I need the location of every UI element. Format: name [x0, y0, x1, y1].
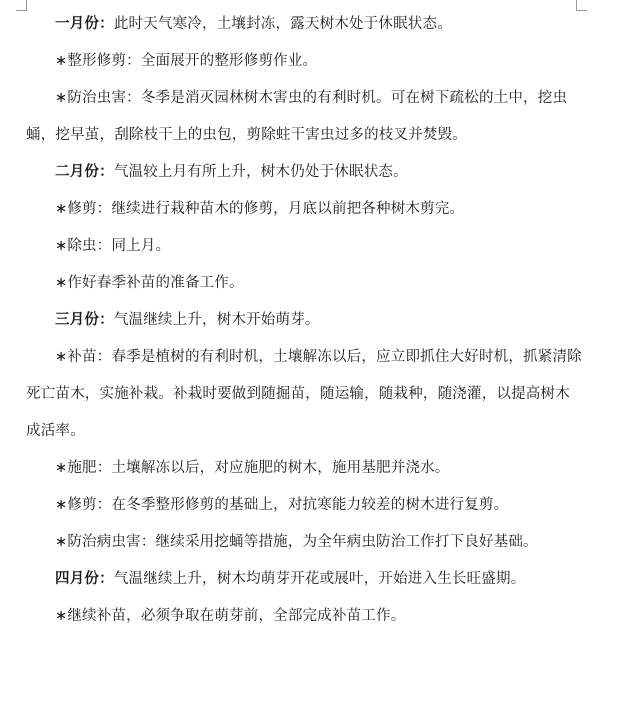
month-label-april: 四月份： — [55, 571, 114, 587]
list-item: ∗防治病虫害：继续采用挖蛹等措施，为全年病虫防治工作打下良好基础。 — [55, 534, 538, 550]
month-paragraph-february — [26, 154, 582, 191]
month-intro-february: 气温较上月有所上升，树木仍处于休眠状态。 — [113, 164, 408, 180]
month-paragraph-april — [26, 561, 582, 598]
month-intro-january: 此时天气寒冷，土壤封冻，露天树木处于休眠状态。 — [113, 16, 452, 32]
month-label-march: 三月份： — [55, 312, 114, 328]
list-item: ∗施肥：土壤解冻以后，对应施肥的树木，施用基肥并浇水。 — [55, 460, 450, 476]
month-label-january: 一月份： — [55, 16, 114, 32]
list-item: ∗作好春季补苗的准备工作。 — [55, 275, 244, 291]
list-item: ∗继续补苗，必须争取在萌芽前，全部完成补苗工作。 — [55, 608, 406, 624]
month-paragraph-march — [26, 302, 582, 339]
list-item: ∗补苗：春季是植树的有利时机，土壤解冻以后，应立即抓住大好时机，抓紧清除死亡苗木，实施补栽。补栽时要做到随掘苗，随运输，随栽种，随浇灌，以提高树木成活率。 — [26, 349, 582, 439]
list-item: ∗除虫：同上月。 — [55, 238, 171, 254]
list-item: ∗修剪：在冬季整形修剪的基础上，对抗寒能力较差的树木进行复剪。 — [55, 497, 509, 513]
month-intro-march: 气温继续上升，树木开始萌芽。 — [113, 312, 320, 328]
month-paragraph-january — [26, 6, 582, 43]
list-item: ∗整形修剪：全面展开的整形修剪作业。 — [55, 53, 318, 69]
list-item: ∗防治虫害：冬季是消灭园林树木害虫的有利时机。可在树下疏松的土中，挖虫蛹，挖早茧，刮除枝干上的虫包，剪除蛀干害虫过多的枝叉并焚毁。 — [26, 90, 568, 143]
document-body — [26, 6, 582, 635]
month-intro-april: 气温继续上升，树木均萌芽开花或展叶，开始进入生长旺盛期。 — [113, 571, 526, 587]
list-item: ∗修剪：继续进行栽种苗木的修剪，月底以前把各种树木剪完。 — [55, 201, 465, 217]
month-label-february: 二月份： — [55, 164, 114, 180]
